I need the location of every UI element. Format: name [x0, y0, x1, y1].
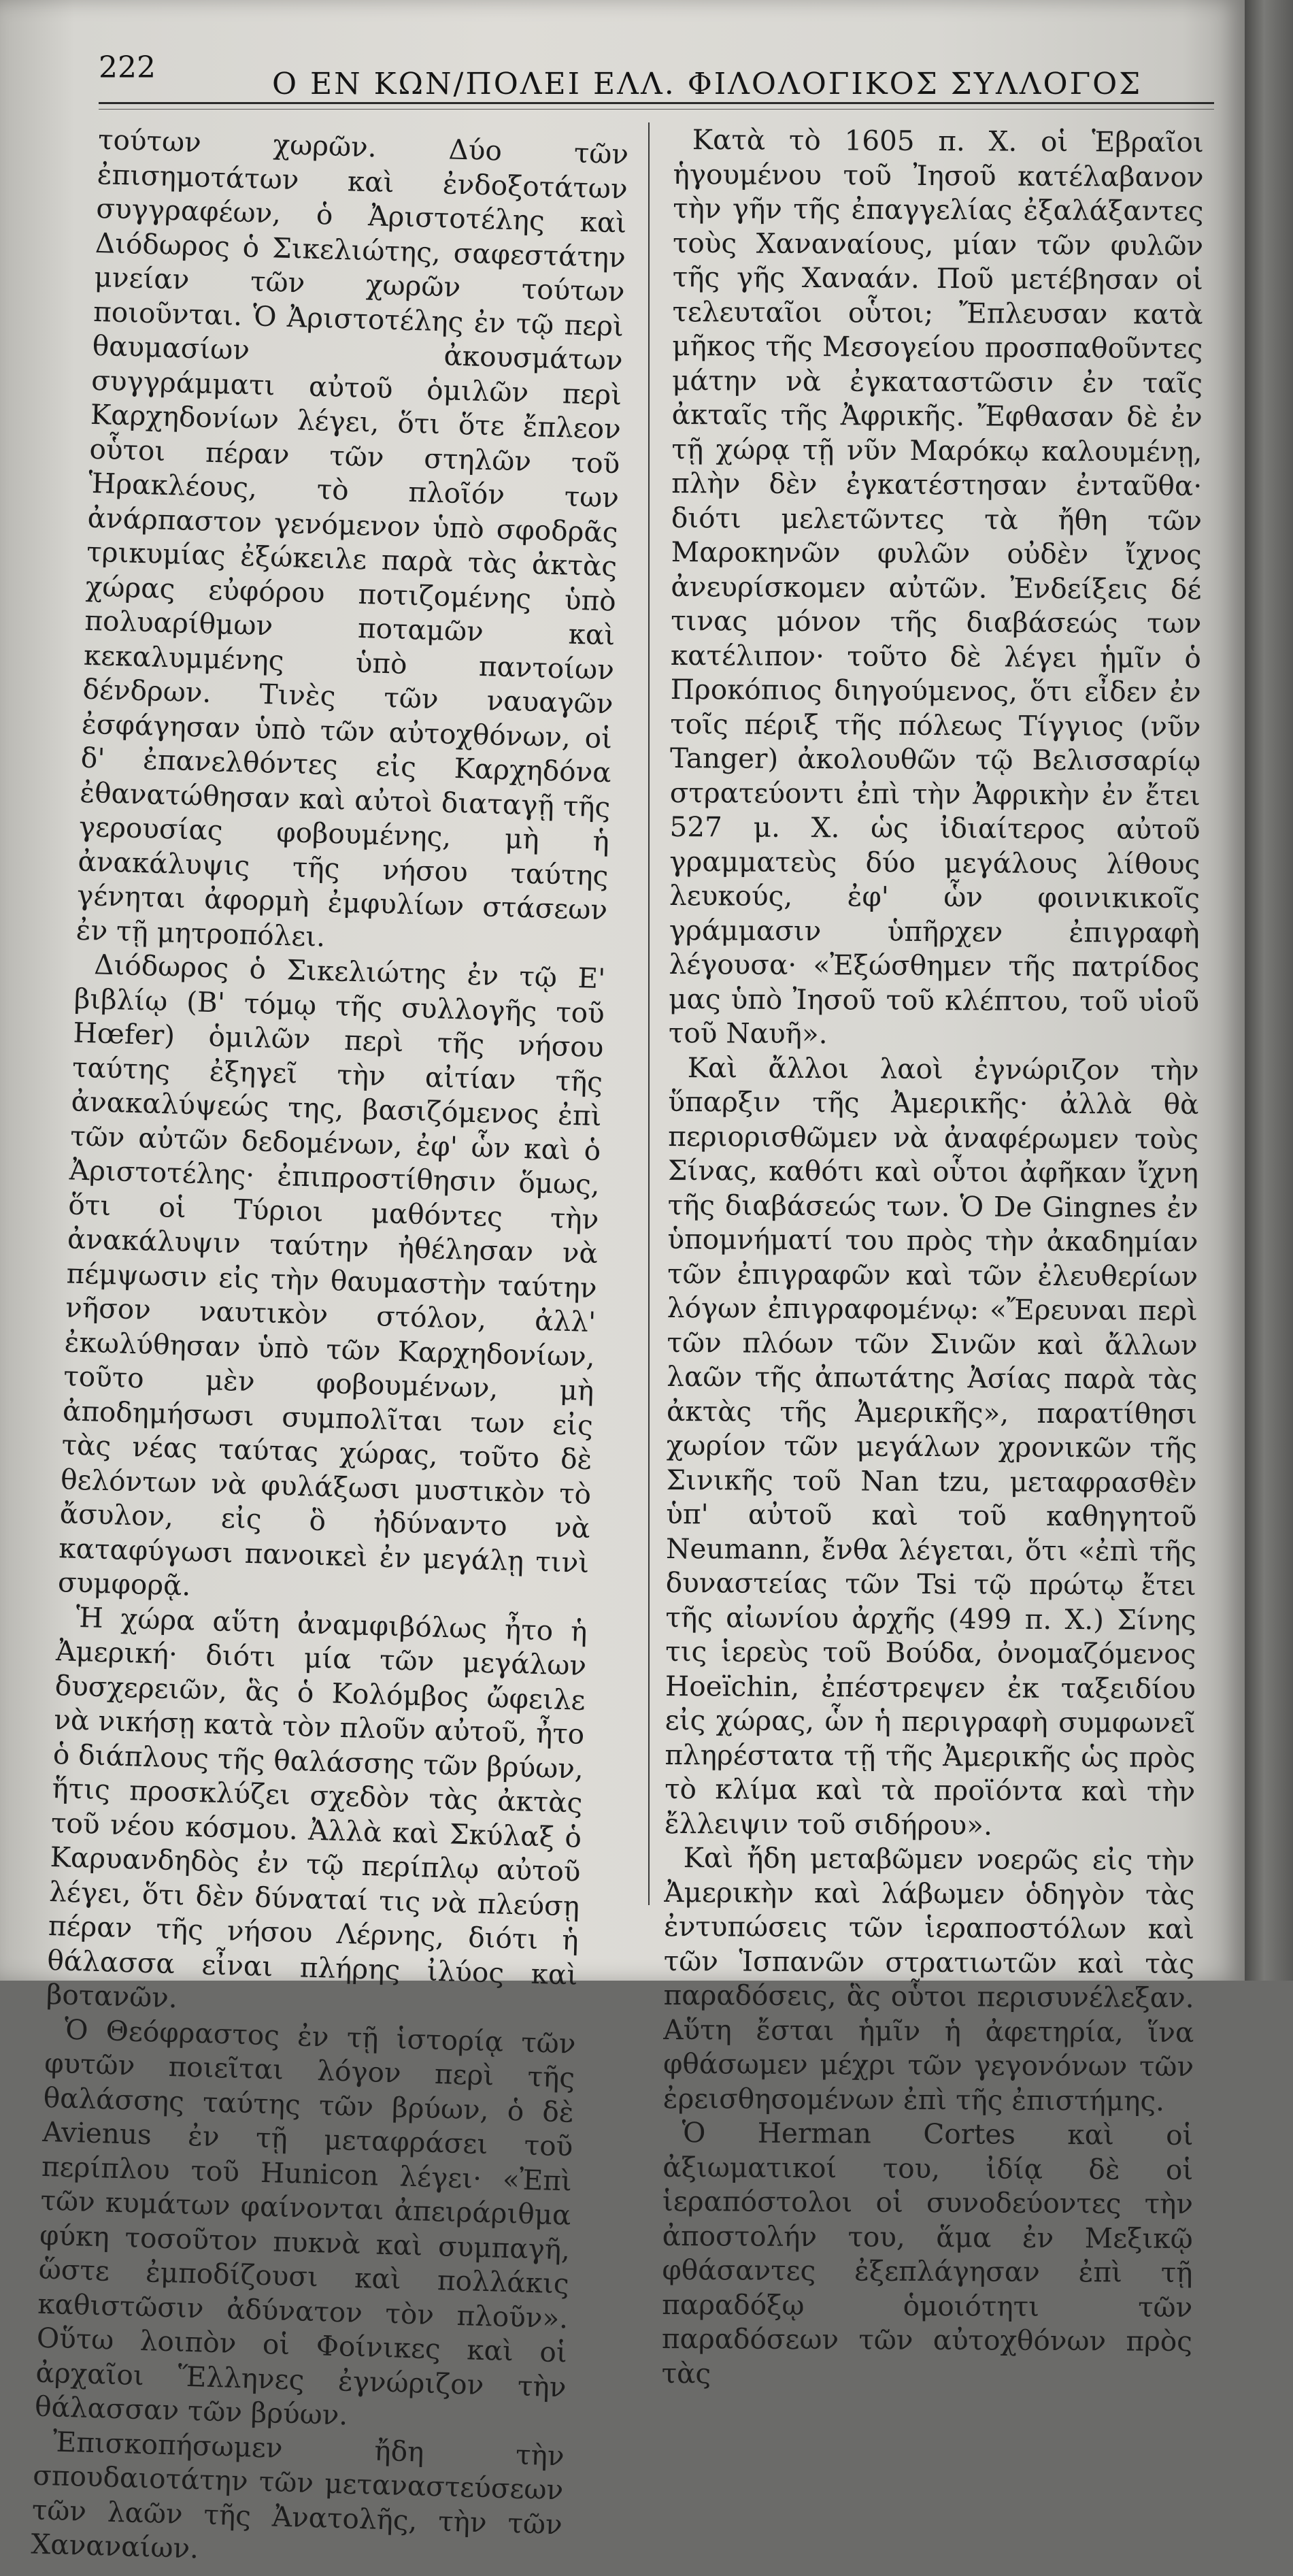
page-edge-shadow: [1245, 0, 1293, 1981]
page-number: 222: [99, 50, 156, 85]
left-column: [31, 122, 629, 2576]
paragraph: Ἡ χώρα αὕτη ἀναμφιβόλως ἦτο ἡ Ἀμερική· διότι μία τῶν μεγάλων δυσχερειῶν, ἃς ὁ Κολόμβος ὤφειλε νὰ νικήσῃ κατὰ τὸν πλοῦν αὐτοῦ, ἦτο ὁ διάπλους τῆς θαλάσσης τῶν βρύων, ἥτις προσκλύζει σχεδὸν τὰς ἀκτὰς τοῦ νέου κόσμου. Ἀλλὰ καὶ Σκύλαξ ὁ Καρυανδηδὸς ἐν τῷ περίπλῳ αὐτοῦ λέγει, ὅτι δὲν δύναταί τις νὰ πλεύσῃ πέραν τῆς νήσου Λέρνης, διότι ἡ θάλασσα εἶναι πλήρης ἰλύος καὶ βοτανῶν.: [46, 1600, 588, 2015]
paragraph: Ὁ Herman Cortes καὶ οἱ ἀξιωματικοί του, ἰδίᾳ δὲ οἱ ἱεραπόστολοι οἱ συνοδεύοντες τὴν ἀποστολήν του, ἅμα ἐν Μεξικῷ φθάσαντες ἐξεπλάγησαν ἐπὶ τῇ παραδόξῳ ὁμοιότητι τῶν παραδόσεων τῶν αὐτοχθόνων πρὸς τὰς: [661, 2116, 1194, 2390]
paragraph: Κατὰ τὸ 1605 π. Χ. οἱ Ἑβραῖοι ἡγουμένου τοῦ Ἰησοῦ κατέλαβανον τὴν γῆν τῆς ἐπαγγελίας ἐξαλάξαντες τοὺς Χαναναίους, μίαν τῶν φυλῶν τῆς γῆς Χαναάν. Ποῦ μετέβησαν οἱ τελευταῖοι οὗτοι; Ἔπλευσαν κατὰ μῆκος τῆς Μεσογείου προσπαθοῦντες μάτην νὰ ἐγκαταστῶσιν ἐν ταῖς ἀκταῖς τῆς Ἀφρικῆς. Ἔφθασαν δὲ ἐν τῇ χώρᾳ τῇ νῦν Μαρόκῳ καλουμένῃ, πλὴν δὲν ἐγκατέστησαν ἐνταῦθα· διότι μελετῶντες τὰ ἤθη τῶν Μαροκηνῶν φυλῶν οὐδὲν ἴχνος ἀνευρίσκομεν αὐτῶν. Ἐνδείξεις δέ τινας μόνον τῆς διαβάσεώς των κατέλιπον· τοῦτο δὲ λέγει ἡμῖν ὁ Προκόπιος διηγούμενος, ὅτι εἶδεν ἐν τοῖς πέριξ τῆς πόλεως Τίγγιος (νῦν Tanger) ἀκολουθῶν τῷ Βελισσαρίῳ στρατεύοντι ἐπὶ τὴν Ἀφρικὴν ἐν ἔτει 527 μ. Χ. ὡς ἰδιαίτερος αὐτοῦ γραμματεὺς δύο μεγάλους λίθους λευκούς, ἐφ' ὧν φοινικικοῖς γράμμασιν ὑπῆρχεν ἐπιγραφὴ λέγουσα· «Ἐξώσθημεν τῆς πατρίδος μας ὑπὸ Ἰησοῦ τοῦ κλέπτου, τοῦ υἱοῦ τοῦ Ναυῆ».: [668, 123, 1204, 1051]
paragraph: Ὁ Θεόφραστος ἐν τῇ ἱστορίᾳ τῶν φυτῶν ποιεῖται λόγον περὶ τῆς θαλάσσης ταύτης τῶν βρύων, ὁ δὲ Avienus ἐν τῇ μεταφράσει τοῦ περίπλου τοῦ Hunicon λέγει· «Ἐπὶ τῶν κυμάτων φαίνονται ἀπειράριθμα φύκη τοσοῦτον πυκνὰ καὶ συμπαγῆ, ὥστε ἐμποδίζουσι καὶ πολλάκις καθιστῶσιν ἀδύνατον τὸν πλοῦν». Οὕτω λοιπὸν οἱ Φοίνικες καὶ οἱ ἀρχαῖοι Ἕλληνες ἐγνώριζον τὴν θάλασσαν τῶν βρύων.: [34, 2013, 577, 2432]
paragraph: τούτων χωρῶν. Δύο τῶν ἐπισημοτάτων καὶ ἐνδοξοτάτων συγγραφέων, ὁ Ἀριστοτέλης καὶ Διόδωρος ὁ Σικελιώτης, σαφεστάτην μνείαν τῶν χωρῶν τούτων ποιοῦνται. Ὁ Ἀριστοτέλης ἐν τῷ περὶ θαυμασίων ἀκουσμάτων συγγράμματι αὐτοῦ ὁμιλῶν περὶ Καρχηδονίων λέγει, ὅτι ὅτε ἔπλεον οὗτοι πέραν τῶν στηλῶν τοῦ Ἡρακλέους, τὸ πλοῖόν των ἀνάρπαστον γενόμενον ὑπὸ σφοδρᾶς τρικυμίας ἐξώκειλε παρὰ τὰς ἀκτὰς χώρας εὐφόρου ποτιζομένης ὑπὸ πολυαρίθμων ποταμῶν καὶ κεκαλυμμένης ὑπὸ παντοίων δένδρων. Τινὲς τῶν ναυαγῶν ἐσφάγησαν ὑπὸ τῶν αὐτοχθόνων, οἱ δ' ἐπανελθόντες εἰς Καρχηδόνα ἐθανατώθησαν καὶ αὐτοὶ διαταγῇ τῆς γερουσίας φοβουμένης, μὴ ἡ ἀνακάλυψις τῆς νήσου ταύτης γένηται ἀφορμὴ ἐμφυλίων στάσεων ἐν τῇ μητροπόλει.: [75, 122, 629, 953]
paragraph: Καὶ ἄλλοι λαοὶ ἐγνώριζον τὴν ὕπαρξιν τῆς Ἀμερικῆς· ἀλλὰ θὰ περιορισθῶμεν νὰ ἀναφέρωμεν τοὺς Σίνας, καθότι καὶ οὗτοι ἀφῆκαν ἴχνη τῆς διαβάσεώς των. Ὁ De Gingnes ἐν ὑπομνήματί του πρὸς τὴν ἀκαδημίαν τῶν ἐπιγραφῶν καὶ τῶν ἐλευθερίων λόγων ἐπιγραφομένῳ: «Ἔρευναι περὶ τῶν πλόων τῶν Σινῶν καὶ ἄλλων λαῶν τῆς ἀπωτάτης Ἀσίας παρὰ τὰς ἀκτὰς τῆς Ἀμερικῆς», παρατίθησι χωρίον τῶν μεγάλων χρονικῶν τῆς Σινικῆς τοῦ Nan tzu, μεταφρασθὲν ὑπ' αὐτοῦ καὶ τοῦ καθηγητοῦ Neumann, ἔνθα λέγεται, ὅτι «ἐπὶ τῆς δυναστείας τῶν Tsi τῷ πρώτῳ ἔτει τῆς αἰωνίου ἀρχῆς (499 π. Χ.) Σίνης τις ἱερεὺς τοῦ Βούδα, ὀνομαζόμενος Hoeïchin, ἐπέστρεψεν ἐκ ταξειδίου εἰς χώρας, ὧν ἡ περιγραφὴ συμφωνεῖ πληρέστατα τῇ τῆς Ἀμερικῆς ὡς πρὸς τὸ κλίμα καὶ τὰ προϊόντα καὶ τὴν ἔλλειψιν τοῦ σιδήρου».: [664, 1051, 1199, 1841]
header-rule: [99, 102, 1214, 104]
paragraph: Διόδωρος ὁ Σικελιώτης ἐν τῷ Ε' βιβλίῳ (Β' τόμῳ τῆς συλλογῆς τοῦ Hœfer) ὁμιλῶν περὶ τῆς νήσου ταύτης ἐξηγεῖ τὴν αἰτίαν τῆς ἀνακαλύψεώς της, βασιζόμενος ἐπὶ τῶν αὐτῶν δεδομένων, ἐφ' ὧν καὶ ὁ Ἀριστοτέλης· ἐπιπροστίθησιν ὅμως, ὅτι οἱ Τύριοι μαθόντες τὴν ἀνακάλυψιν ταύτην ἠθέλησαν νὰ πέμψωσιν εἰς τὴν θαυμαστὴν ταύτην νῆσον ναυτικὸν στόλον, ἀλλ' ἐκωλύθησαν ὑπὸ τῶν Καρχηδονίων, τοῦτο μὲν φοβουμένων, μὴ ἀποδημήσωσι συμπολῖται των εἰς τὰς νέας ταύτας χώρας, τοῦτο δὲ θελόντων νὰ φυλάξωσι μυστικὸν τὸ ἄσυλον, εἰς ὃ ἠδύναντο νὰ καταφύγωσι πανοικεὶ ἐν μεγάλῃ τινὶ συμφορᾷ.: [57, 948, 606, 1602]
running-title: Ο ΕΝ ΚΩΝ/ΠΟΛΕΙ ΕΛΛ. ΦΙΛΟΛΟΓΙΚΟΣ ΣΥΛΛΟΓΟΣ: [272, 67, 1143, 101]
page-header: [92, 33, 1207, 108]
header-rule-thin: [99, 109, 1214, 110]
paragraph: Καὶ ἤδη μεταβῶμεν νοερῶς εἰς τὴν Ἀμερικὴν καὶ λάβωμεν ὁδηγὸν τὰς ἐντυπώσεις τῶν ἱεραποστόλων καὶ τῶν Ἱσπανῶν στρατιωτῶν καὶ τὰς παραδόσεις, ἃς οὗτοι περισυνέλεξαν. Αὕτη ἔσται ἡμῖν ἡ ἀφετηρία, ἵνα φθάσωμεν μέχρι τῶν γεγονόνων τῶν ἐρεισθησομένων ἐπὶ τῆς ἐπιστήμης.: [662, 1841, 1195, 2117]
paragraph: Ἐπισκοπήσωμεν ἤδη τὴν σπουδαιοτάτην τῶν μεταναστεύσεων τῶν λαῶν τῆς Ἀνατολῆς, τὴν τῶν Χαναναίων.: [30, 2424, 565, 2565]
right-column: [662, 122, 1204, 2393]
column-divider: [648, 122, 650, 1905]
